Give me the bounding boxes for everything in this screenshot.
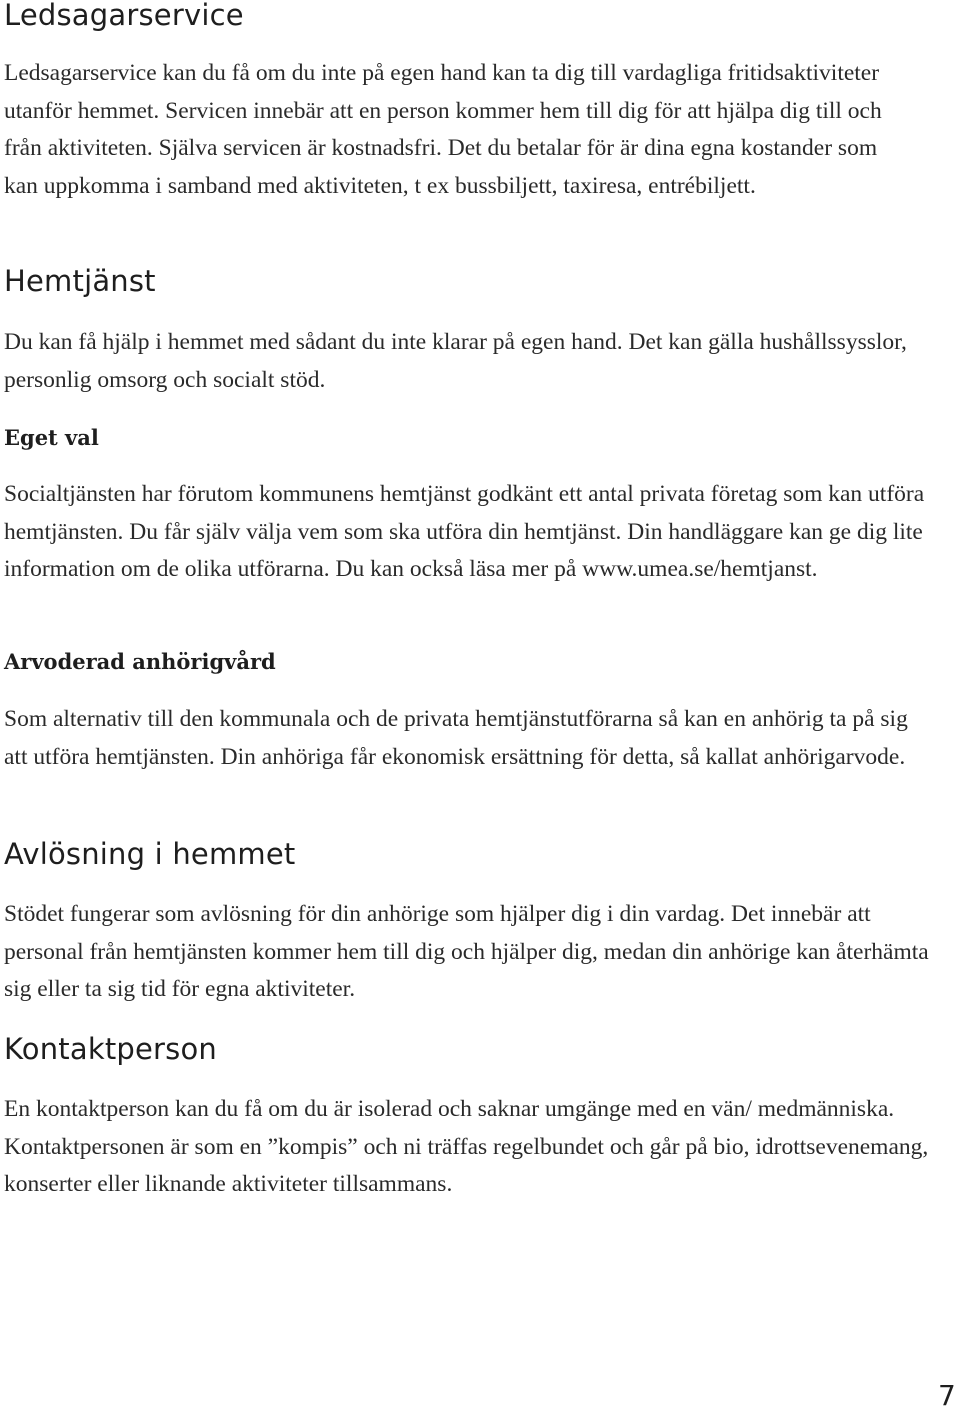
paragraph-avlosning-i-hemmet: Stödet fungerar som avlösning för din anhörige som hjälper dig i din vardag. Det innebär att personal från hemtjänsten kommer hem till dig och hjälper dig, medan din anhörige kan återhämta sig eller ta sig tid för egna aktiviteter. (4, 901, 929, 1002)
heading-arvoderad-anhorigvard: Arvoderad anhörigvård (4, 649, 276, 674)
heading-ledsagarservice: Ledsagarservice (4, 0, 244, 32)
paragraph-kontaktperson: En kontaktperson kan du få om du är isolerad och saknar umgänge med en vän/ medmänniska. Kontaktpersonen är som en ”kompis” och ni träffas regelbundet och går på bio, idrottsevenemang, konserter eller liknande aktiviteter tillsammans. (4, 1096, 929, 1197)
page-number: 7 (938, 1379, 956, 1412)
heading-eget-val: Eget val (4, 425, 99, 450)
paragraph-hemtjanst: Du kan få hjälp i hemmet med sådant du inte klarar på egen hand. Det kan gälla hushållssysslor, personlig omsorg och socialt stöd. (4, 329, 907, 393)
paragraph-ledsagarservice: Ledsagarservice kan du få om du inte på egen hand kan ta dig till vardagliga fritidsaktiviteter utanför hemmet. Servicen innebär att en person kommer hem till dig för att hjälpa dig till och från aktiviteten. Själva servicen är kostnadsfri. Det du betalar för är dina egna kostander som kan uppkomma i samband med aktiviteten, t ex bussbiljett, taxiresa, entrébiljett. (4, 60, 882, 199)
heading-hemtjanst: Hemtjänst (4, 264, 156, 298)
heading-kontaktperson: Kontaktperson (4, 1032, 218, 1066)
paragraph-eget-val: Socialtjänsten har förutom kommunens hemtjänst godkänt ett antal privata företag som kan utföra hemtjänsten. Du får själv välja vem som ska utföra din hemtjänst. Din handläggare kan ge dig lite information om de olika utförarna. Du kan också läsa mer på www.umea.se/hemtjanst. (4, 481, 925, 582)
heading-avlosning-i-hemmet: Avlösning i hemmet (4, 837, 296, 871)
paragraph-arvoderad-anhorigvard: Som alternativ till den kommunala och de privata hemtjänstutförarna så kan en anhörig ta på sig att utföra hemtjänsten. Din anhöriga får ekonomisk ersättning för detta, så kallat anhörigarvode. (4, 706, 908, 770)
